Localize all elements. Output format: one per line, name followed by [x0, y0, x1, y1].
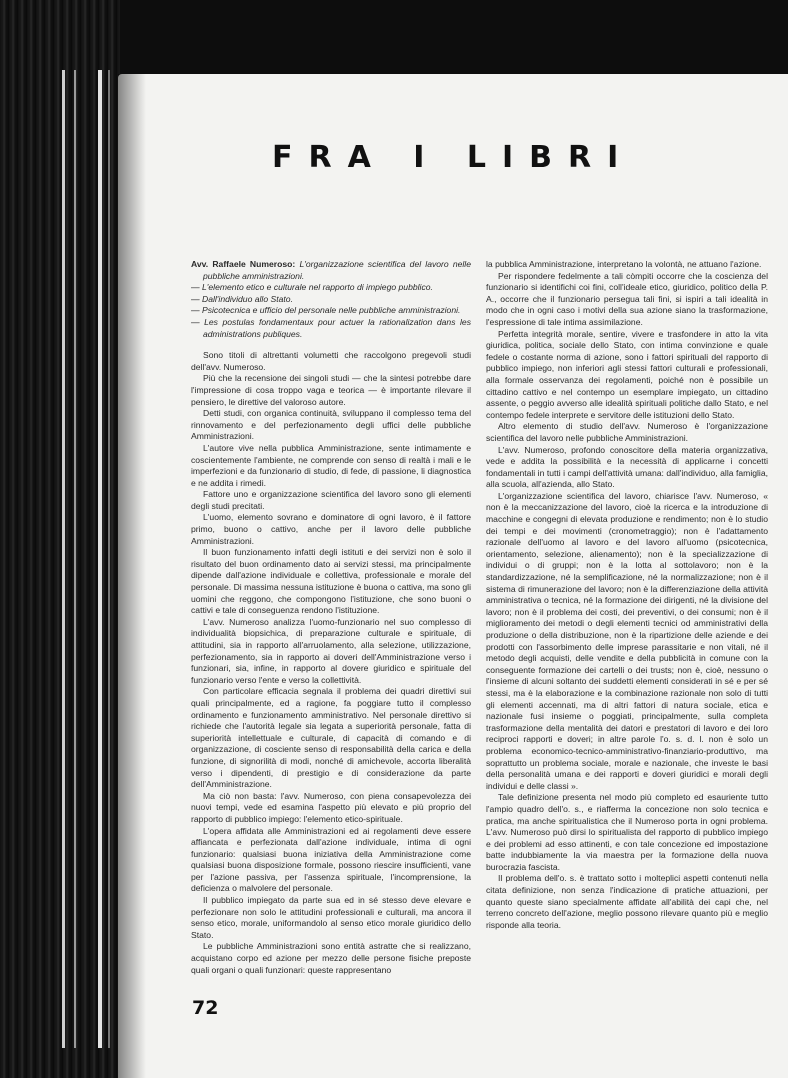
body-paragraph: Ma ciò non basta: l'avv. Numeroso, con piena consapevolezza dei nuovi tempi, vede ed esamina l'aspetto più elevato e più proprio del rapporto di pubblico impiego: l'elemento etico-spirituale. [191, 790, 471, 824]
book-title: — Psicotecnica e ufficio del personale nelle pubbliche amministrazioni. [191, 305, 461, 316]
body-paragraph: Il buon funzionamento infatti degli istituti e dei servizi non è solo il risultato del buon ordinamento dato ai servizi stessi, ma principalmente dipende dall'azione individuale e collettiva, professionale e morale del personale. Di massima nessuna istituzione è buona o cattiva, ma sono gli uomini che reggono, che compongono l'istituzione, che sono buoni o cattivi e tale di conseguenza rendono l'istituzione. [191, 547, 471, 616]
page-edge-line [74, 70, 76, 1048]
body-paragraph: Fattore uno e organizzazione scientifica del lavoro sono gli elementi degli studi precitati. [191, 489, 471, 511]
body-paragraph: L'opera affidata alle Amministrazioni ed ai regolamenti deve essere affiancata e perfezionata dall'azione individuale, intima di ogni funzionario: qualsiasi buona iniziativa della Amministrazione come qualsiasi buona disposizione formale, possono riescire insufficienti, vane per l'azione passiva, per l'assenza spirituale, l'incomprensione, la deficienza o malvolere del personale. [191, 825, 471, 894]
body-paragraph: Detti studi, con organica continuità, sviluppano il complesso tema del rinnovamento e del perfezionamento degli uffici delle pubbliche Amministrazioni. [191, 408, 471, 442]
body-paragraph: Con particolare efficacia segnala il problema dei quadri direttivi sui quali principalmente, ed a ragione, fa poggiare tutto il complesso ordinamento e funzionamento amministrativo. Nel personale direttivo si richiede che l'autorità legale sia legata a superiorità personale, fatta di superiorità intellettuale e culturale, di capacità di comando e di organizzazione, di cosciente senso di responsabilità della carica e della funzione, di signorilità di modi, nonché di amichevole, accorta liberalità verso i dipendenti, di prestigio e di considerazione da parte dell'Amministrazione. [191, 686, 471, 790]
page-title: FRA I LIBRI [272, 140, 635, 175]
page-edge-line [108, 70, 110, 1048]
page-gutter-shadow [118, 74, 146, 1078]
body-paragraph: la pubblica Amministrazione, interpretano la volontà, ne attuano l'azione. [486, 259, 762, 269]
book-binding-edge [0, 0, 120, 1078]
body-paragraph: Per rispondere fedelmente a tali còmpiti occorre che la coscienza del funzionario si identifichi coi fini, coll'ideale etico, giuridico, politico della P. A., occorre che il funzionario persegua tali fini, si ispiri a tali idealità in modo che in ogni caso i motivi della sua azione siano la trasformazione, l'espressione di tale intima assimilazione. [486, 270, 768, 327]
book-title: — L'elemento etico e culturale nel rapporto di impiego pubblico. [191, 282, 433, 293]
body-paragraph: L'avv. Numeroso analizza l'uomo-funzionario nel suo complesso di individualità biopsichica, di preparazione culturale e spirituale, di attitudini, sia in rapporto all'arruolamento, alla selezione, utilizzazione, perfezionamento, sia in rapporto ai doveri dell'Amministrazione verso i funzionari, sia, infine, in rapporto al dovere giuridico e spirituale del funzionario verso l'ente e verso la collettività. [191, 616, 471, 685]
book-title: L'organizzazione scientifica del lavoro nelle pubbliche amministrazioni. [203, 259, 471, 281]
book-title: — Dall'individuo allo Stato. [191, 293, 293, 304]
body-paragraph: Sono titoli di altrettanti volumetti che raccolgono pregevoli studi dell'avv. Numeroso. [191, 350, 471, 372]
page-number: 72 [192, 997, 219, 1019]
body-paragraph: Le pubbliche Amministrazioni sono entità astratte che si realizzano, acquistano corpo ed azione per mezzo delle persone fisiche preposte quali organi o quali funzionari: queste rappresentano [191, 941, 471, 975]
body-paragraph: Più che la recensione dei singoli studi — che la sintesi potrebbe dare l'impressione di cosa troppo vaga e teorica — è importante rilevare il pensiero, le direttive del valoroso autore. [191, 373, 471, 407]
body-paragraph: L'autore vive nella pubblica Amministrazione, sente intimamente e coscientemente l'ambiente, ne comprende con senso di realtà i mali e le imperfezioni e da funzionario di studio, di fede, di passione, li diagnostica e ne addita i rimedi. [191, 442, 471, 488]
body-paragraph: Altro elemento di studio dell'avv. Numeroso è l'organizzazione scientifica del lavoro nelle pubbliche Amministrazioni. [486, 421, 768, 443]
page-edge-line [62, 70, 65, 1048]
body-paragraph: L'uomo, elemento sovrano e dominatore di ogni lavoro, è il fattore primo, buono o cattivo, anche per il lavoro delle pubbliche Amministrazioni. [191, 512, 471, 546]
book-title: — Les postulas fondamentaux pour actuer la rationalization dans les administrations publiques. [191, 316, 471, 339]
body-paragraph: Perfetta integrità morale, sentire, vivere e trasfondere in atto la vita giuridica, politica, sociale dello Stato, con intima convinzione e quale fedele o costante norma di azione, sono i fattori spirituali del rapporto di pubblico impiego, non inferiori agli stessi fattori culturali e professionali, alla formale osservanza dei regolamenti, poiché non è possibile un cittadino cattivo e nel contempo un esemplare impiegato, un cittadino assente, o peggio avverso alle idealità spirituali politiche dallo Stato, e nel contempo fedele interprete e servitore delle istituzioni dello Stato. [486, 328, 768, 420]
left-column [191, 259, 471, 976]
page-edge-line [98, 70, 102, 1048]
body-paragraph: L'avv. Numeroso, profondo conoscitore della materia organizzativa, vede e addita la possibilità e la necessità di applicarne i concetti fondamentali in tutti i campi dell'attività umana: dall'individuo, alla famiglia, alla scuola, all'azienda, allo Stato. [486, 444, 768, 490]
body-paragraph: Tale definizione presenta nel modo più completo ed esauriente tutto l'ampio quadro dell'o. s., e riafferma la concezione non solo tecnica e pratica, ma anche spiritualistica che il Numeroso porta in ogni problema. L'avv. Numeroso può dirsi lo spiritualista del rapporto di pubblico impiego e dei problemi ad esso attinenti, e con tale concezione ed impostazione batte indubbiamente la via maestra per la formazione della nuova burocrazia fascista. [486, 792, 768, 872]
body-paragraph: Il pubblico impiegato da parte sua ed in sé stesso deve elevare e perfezionare non solo le attitudini professionali e culturali, ma ancora il senso etico, morale, uniformandolo al senso etico morale giuridico dello Stato. [191, 895, 471, 940]
right-column [486, 259, 768, 931]
book-entry-first-line [191, 259, 471, 282]
body-paragraph: L'organizzazione scientifica del lavoro, chiarisce l'avv. Numeroso, « non è la meccanizzazione del lavoro, cioè la ricerca e la introduzione di macchine e congegni di elevata produzione e rendimento; non è lo studio dei tempi e dei movimenti (cronometraggio); non è l'adattamento razionale dell'uomo al lavoro e del lavoro all'uomo (psicotecnica, orientamento, selezione, alienamento); non è la specializzazione di individui o di gruppi; non è la lotta al sottolavoro; non è la standardizzazione, né la semplificazione, né la normalizzazione; non è il sistema di rimunerazione del lavoro; non è la differenziazione della attività amministrativa o tecnica, né la formazione dei dirigenti, né la divisione del lavoro; non è il problema dei costi, dei preventivi, o dei consumi; non è il miglioramento dei metodi o degli elementi tecnici od amministrativi della produzione o della distribuzione, non è la ripartizione delle aziende e dei prodotti con l'assorbimento delle imprese parassitarie e non vitali, né il metodo degli acquisti, delle vendite e della pubblicità in comune con la conseguente formazione dei cartelli o dei trusts; non è, cioè, nessuno o l'insieme di alcuni soltanto dei suddetti elementi considerati in sé e per sé stessi, ma è la elaborazione e la combinazione razionale non solo di tutti gli elementi accennati, ma di altri fattori di natura sociale, etica e nazionale fusi insieme o poggiati, principalmente, sulla completa trasformazione della mentalità dei datori e prestatori di lavoro e dei loro reciproci rapporti e doveri; in altre parole l'o. s. d. l. non è solo un problema economico-tecnico-amministrativo-finanziario-produttivo, ma soprattutto un problema sociale, morale e nazionale, che investe le basi della personalità umana e dei rapporti e doveri giuridici e morali degli individui e delle classi ». [486, 490, 768, 791]
book-author: Avv. Raffaele Numeroso: [191, 259, 296, 269]
book-reference-block [191, 259, 471, 340]
body-paragraph: Il problema dell'o. s. è trattato sotto i molteplici aspetti contenuti nella citata definizione, non senza l'indicazione di pratiche attuazioni, per quanto queste siano specialmente affidate all'abilità dei capi che, nel terreno concreto dell'azione, meglio possono rilevare quanto più e meglio risponde alla teoria. [486, 873, 768, 930]
